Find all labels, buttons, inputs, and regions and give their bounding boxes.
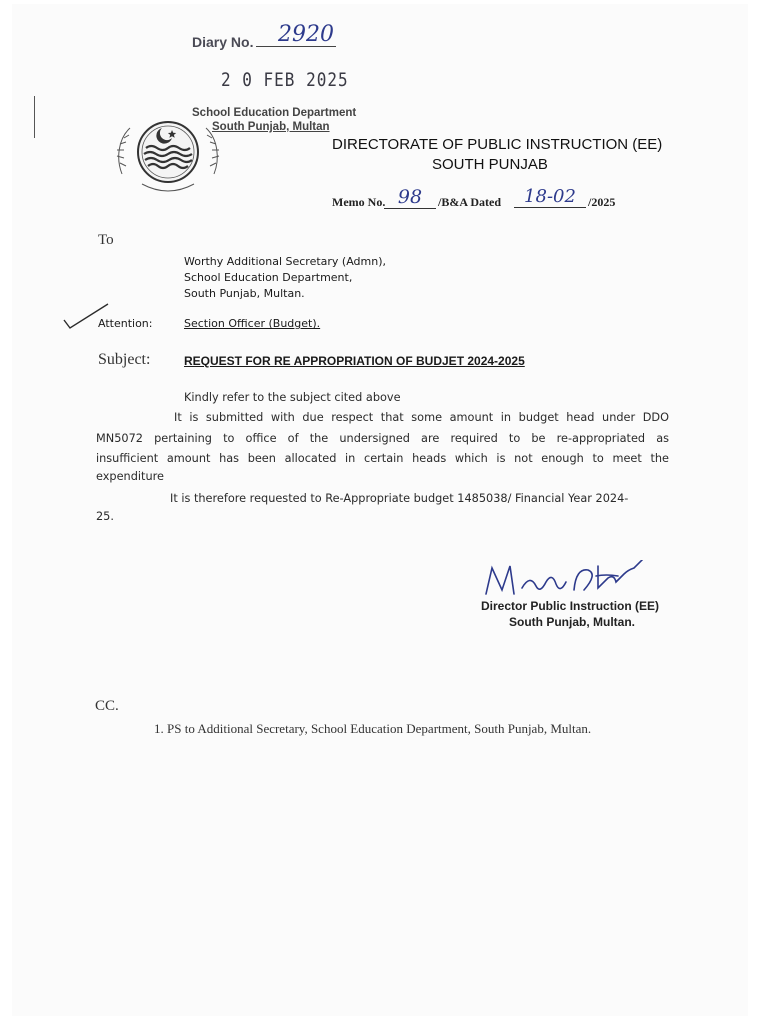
body-line-1: Kindly refer to the subject cited above [184, 391, 401, 404]
cc-item-1: 1. PS to Additional Secretary, School Education Department, South Punjab, Multan. [154, 721, 592, 736]
attention-value: Section Officer (Budget). [184, 317, 321, 330]
body-line-6: It is therefore requested to Re-Appropriate budget 1485038/ Financial Year 2024- [170, 492, 629, 505]
body-line-7: 25. [96, 510, 114, 523]
government-emblem-logo [112, 114, 224, 194]
recipient-line-1: Worthy Additional Secretary (Admn), [184, 255, 387, 268]
stamp-department: School Education Department [192, 107, 357, 119]
letterhead-title: DIRECTORATE OF PUBLIC INSTRUCTION (EE) [332, 136, 663, 153]
attention-label: Attention: [98, 317, 153, 330]
body-line-4: insufficient amount has been allocated in certain heads which is not enough to meet the [96, 452, 669, 465]
cc-label: CC. [95, 698, 119, 714]
body-line-2: It is submitted with due respect that some amount in budget head under DDO [174, 411, 669, 424]
margin-mark [34, 96, 36, 138]
letter-page [12, 4, 748, 1016]
memo-label: Memo No. [332, 195, 386, 209]
diary-label: Diary No. [192, 34, 254, 50]
recipient-line-3: South Punjab, Multan. [184, 287, 305, 300]
subject-value: REQUEST FOR RE APPROPRIATION OF BUDJET 2024-2025 [184, 354, 525, 368]
diary-number: 2920 [278, 22, 334, 47]
memo-year: /2025 [588, 195, 616, 209]
signatory-place: South Punjab, Multan. [509, 615, 635, 629]
signatory-title: Director Public Instruction (EE) [481, 599, 660, 613]
memo-date: 18-02 [514, 186, 586, 208]
stamp-location: South Punjab, Multan [212, 121, 330, 133]
body-line-3: MN5072 pertaining to office of the undersigned are required to be re-appropriated as [96, 432, 669, 445]
body-line-5: expenditure [96, 470, 164, 483]
to-label: To [98, 232, 114, 248]
recipient-line-2: School Education Department, [184, 271, 353, 284]
letterhead-subtitle: SOUTH PUNJAB [432, 156, 548, 173]
subject-label: Subject: [98, 351, 151, 368]
received-date-stamp: 2 0 FEB 2025 [221, 68, 349, 91]
memo-number: 98 [384, 186, 436, 209]
memo-dated-label: /B&A Dated [438, 195, 501, 209]
